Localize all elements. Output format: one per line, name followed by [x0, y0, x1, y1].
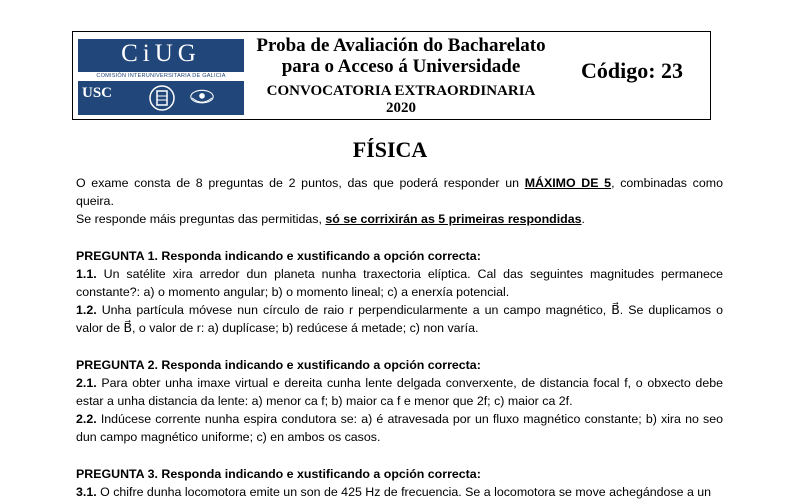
question-heading: PREGUNTA 2. Responda indicando e xustificando a opción correcta:	[76, 357, 481, 372]
exam-header	[72, 31, 711, 120]
question-item	[76, 374, 723, 410]
udc-seal-icon	[148, 84, 176, 112]
intro-line2	[76, 210, 723, 228]
intro-text: O exame consta de 8 preguntas de 2 puntos, das que poderá responder un	[76, 176, 525, 190]
logo-subtitle: COMISIÓN INTERUNIVERSITARIA DE GALICIA	[96, 73, 226, 79]
question-item	[76, 301, 723, 337]
item-text: Unha partícula móvese nun círculo de raio r perpendicularmente a un campo magnético, B⃗. Se duplicamos o valor de B⃗, o valor de r: a) duplícase; b) redúcese á metade; c) non varía.	[76, 303, 723, 336]
intro-line1	[76, 174, 723, 210]
exam-body	[76, 174, 723, 501]
question-heading: PREGUNTA 1. Responda indicando e xustificando a opción correcta:	[76, 248, 481, 263]
intro-emphasis: só se corrixirán as 5 primeiras respondidas	[325, 212, 582, 227]
usc-logo: USC	[82, 85, 113, 101]
question-item	[76, 410, 723, 446]
exam-code: Código: 23	[581, 58, 684, 83]
item-text: Para obter unha imaxe virtual e dereita cunha lente delgada converxente, de distancia focal f, o obxecto debe estar a unha distancia da lente: a) menor ca f; b) maior ca f e menor que 2f; c) maior ca 2f.	[76, 375, 723, 409]
exam-title-line1: Proba de Avaliación do Bacharelato	[256, 35, 546, 56]
item-number: 3.1.	[76, 484, 97, 499]
subject-title: FÍSICA	[352, 137, 428, 162]
item-text: Indúcese corrente nunha espira condutora se: a) é atravesada por un fluxo magnético constante; b) xira no seo dun campo magnético uniforme; c) en ambos os casos.	[76, 412, 723, 445]
convocatoria-label: CONVOCATORIA EXTRAORDINARIA	[266, 83, 536, 99]
question-heading: PREGUNTA 3. Responda indicando e xustificando a opción correcta:	[76, 466, 481, 481]
logo-brand: CiUG	[121, 40, 201, 67]
exam-year: 2020	[386, 100, 416, 116]
item-number: 1.2.	[76, 303, 97, 318]
logo-universities-band	[78, 81, 244, 115]
ciug-logo	[78, 39, 244, 115]
item-number: 1.1.	[76, 266, 97, 281]
question-item	[76, 483, 723, 501]
intro-text: Se responde máis preguntas das permitidas,	[76, 212, 326, 227]
item-text: O chifre dunha locomotora emite un son de 425 Hz de frecuencia. Se a locomotora se move achegándose a un	[96, 484, 712, 499]
intro-emphasis: MÁXIMO DE 5	[524, 176, 612, 190]
question-item	[76, 265, 723, 301]
uvigo-seal-icon	[188, 84, 216, 112]
exam-title	[251, 35, 551, 77]
item-number: 2.1.	[76, 375, 97, 390]
intro-text: , combinadas como queira.	[76, 176, 723, 209]
intro-text: .	[581, 212, 585, 227]
convocatoria	[251, 83, 551, 117]
item-text: Un satélite xira arredor dun planeta nunha traxectoria elíptica. Cal das seguintes magnitudes permanece constante?: a) o momento angular; b) o momento lineal; c) a enerxía potencial.	[76, 266, 723, 300]
item-number: 2.2.	[76, 412, 97, 427]
exam-title-line2: para o Acceso á Universidade	[281, 56, 521, 77]
